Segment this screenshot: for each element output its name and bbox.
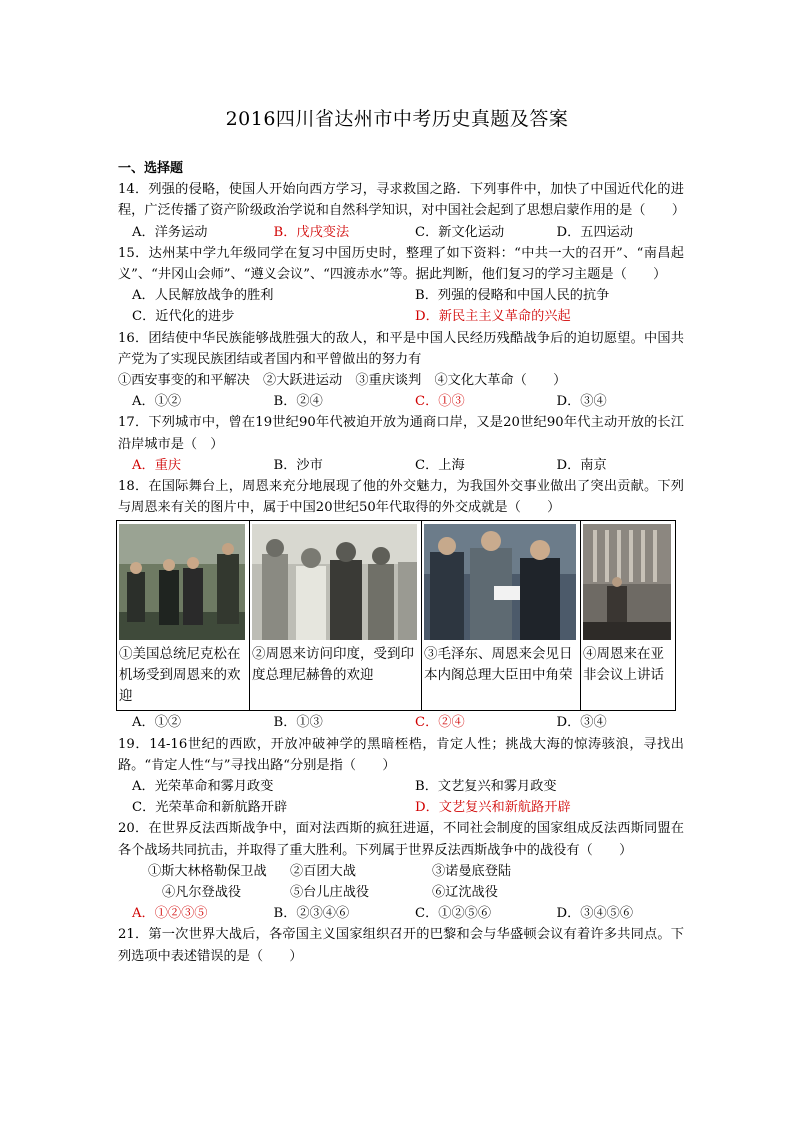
option-d: D．③④ — [556, 715, 607, 731]
question-15: 15．达州某中学九年级同学在复习中国历史时，整理了如下资料：“中共一大的召开”、“南昌起义”、“井冈山会师”、“遵义会议”、“四渡赤水”等。据此判断，他们复习的学习主题是（ ） — [118, 245, 684, 283]
caption-3: ③毛泽东、周恩来会见日本内阁总理大臣田中角荣 — [424, 646, 573, 684]
items-row-2 — [148, 882, 684, 903]
question-16-options — [118, 391, 684, 412]
item-1: ①斯大林格勒保卫战 — [148, 863, 267, 879]
option-b: B．文艺复兴和雾月政变 — [415, 779, 557, 795]
photo-cell-1 — [117, 521, 250, 711]
item-2: ②百团大战 — [290, 863, 356, 879]
caption-2: ②周恩来访问印度，受到印度总理尼赫鲁的欢迎 — [252, 646, 414, 684]
photo-cell-2 — [250, 521, 422, 711]
question-15-options-row1 — [118, 285, 684, 306]
option-c: C．近代化的进步 — [132, 309, 235, 325]
question-18: 18．在国际舞台上，周恩来充分地展现了他的外交魅力，为我国外交事业做出了突出贡献。下列与周恩来有关的图片中，属于中国20世纪50年代取得的外交成就是（ ） — [118, 479, 684, 516]
item-6: ⑥辽沈战役 — [432, 885, 498, 901]
option-b: B．②④ — [273, 394, 323, 410]
option-a-answer: A．①②③⑤ — [132, 906, 208, 922]
option-b: B．①③ — [273, 715, 323, 731]
option-d: D．③④⑤⑥ — [556, 906, 634, 922]
option-d: D．五四运动 — [556, 224, 634, 240]
option-d-answer: D．文艺复兴和新航路开辟 — [415, 800, 571, 816]
option-c: C．光荣革命和新航路开辟 — [132, 800, 288, 816]
option-c-answer: C．②④ — [415, 715, 465, 731]
option-c: C．上海 — [415, 457, 465, 473]
photo-asian-african-conference — [583, 524, 671, 640]
option-d-answer: D．新民主主义革命的兴起 — [415, 309, 571, 325]
question-15-options-row2 — [118, 306, 684, 327]
question-19-options-row1 — [118, 776, 684, 797]
page-title: 2016四川省达州市中考历史真题及答案 — [225, 108, 569, 130]
photo-table — [116, 520, 676, 711]
option-a: A．洋务运动 — [132, 224, 208, 240]
option-a: A．光荣革命和雾月政变 — [132, 779, 274, 795]
question-14: 14．列强的侵略，使国人开始向西方学习，寻求救国之路．下列事件中，加快了中国近代化的进程，广泛传播了资产阶级政治学说和自然科学知识，对中国社会起到了思想启蒙作用的是（ ） — [118, 182, 686, 219]
question-20: 20．在世界反法西斯战争中，面对法西斯的疯狂进逼，不同社会制度的国家组成反法西斯同盟在各个战场共同抗击，并取得了重大胜利。下列属于世界反法西斯战争中的战役有（ ） — [118, 821, 684, 858]
question-16: 16．团结使中华民族能够战胜强大的敌人，和平是中国人民经历残酷战争后的迫切愿望。中国共产党为了实现民族团结或者国内和平曾做出的努力有 — [118, 330, 684, 367]
photo-cell-3 — [422, 521, 581, 711]
option-d: D．③④ — [556, 394, 607, 410]
caption-4: ④周恩来在亚非会议上讲话 — [583, 646, 664, 684]
question-21: 21．第一次世界大战后，各帝国主义国家组织召开的巴黎和会与华盛顿会议有着许多共同点。下列选项中表述错误的是（ ） — [118, 927, 684, 964]
photo-cell-4 — [581, 521, 676, 711]
option-a: A．①② — [132, 715, 182, 731]
item-5: ⑤台儿庄战役 — [290, 885, 370, 901]
items-row-1 — [148, 861, 684, 882]
question-content — [118, 158, 684, 967]
option-c-answer: C．①③ — [415, 394, 465, 410]
option-a: A．①② — [132, 394, 182, 410]
option-c: C．①②⑤⑥ — [415, 906, 492, 922]
question-20-items — [118, 861, 684, 903]
caption-1: ①美国总统尼克松在机场受到周恩来的欢迎 — [119, 646, 241, 705]
question-19: 19．14-16世纪的西欧，开放冲破神学的黑暗桎梏，肯定人性；挑战大海的惊涛骇浪，寻找出路。“肯定人性“与”寻找出路“分别是指（ ） — [118, 736, 684, 773]
question-16-items: ①西安事变的和平解决 ②大跃进运动 ③重庆谈判 ④文化大革命（ ） — [118, 373, 567, 389]
photo-tanaka-meeting — [424, 524, 576, 640]
question-20-options — [118, 903, 684, 924]
photo-nixon-airport — [119, 524, 245, 640]
option-a-answer: A．重庆 — [132, 457, 182, 473]
item-4: ④凡尔登战役 — [162, 885, 242, 901]
question-14-options — [118, 222, 684, 243]
option-b-answer: B．戊戌变法 — [273, 224, 350, 240]
option-c: C．新文化运动 — [415, 224, 505, 240]
question-19-options-row2 — [118, 797, 684, 818]
option-a: A．人民解放战争的胜利 — [132, 288, 274, 304]
photo-nehru-welcome — [252, 524, 417, 640]
question-17: 17．下列城市中，曾在19世纪90年代被迫开放为通商口岸，又是20世纪90年代主动开放的长江沿岸城市是（ ） — [118, 415, 684, 452]
option-b: B．②③④⑥ — [273, 906, 350, 922]
question-17-options — [118, 455, 684, 476]
option-b: B．列强的侵略和中国人民的抗争 — [415, 288, 610, 304]
option-d: D．南京 — [556, 457, 607, 473]
option-b: B．沙市 — [273, 457, 323, 473]
section-heading: 一、选择题 — [118, 161, 184, 176]
item-3: ③诺曼底登陆 — [432, 863, 512, 879]
question-18-options — [118, 712, 684, 733]
